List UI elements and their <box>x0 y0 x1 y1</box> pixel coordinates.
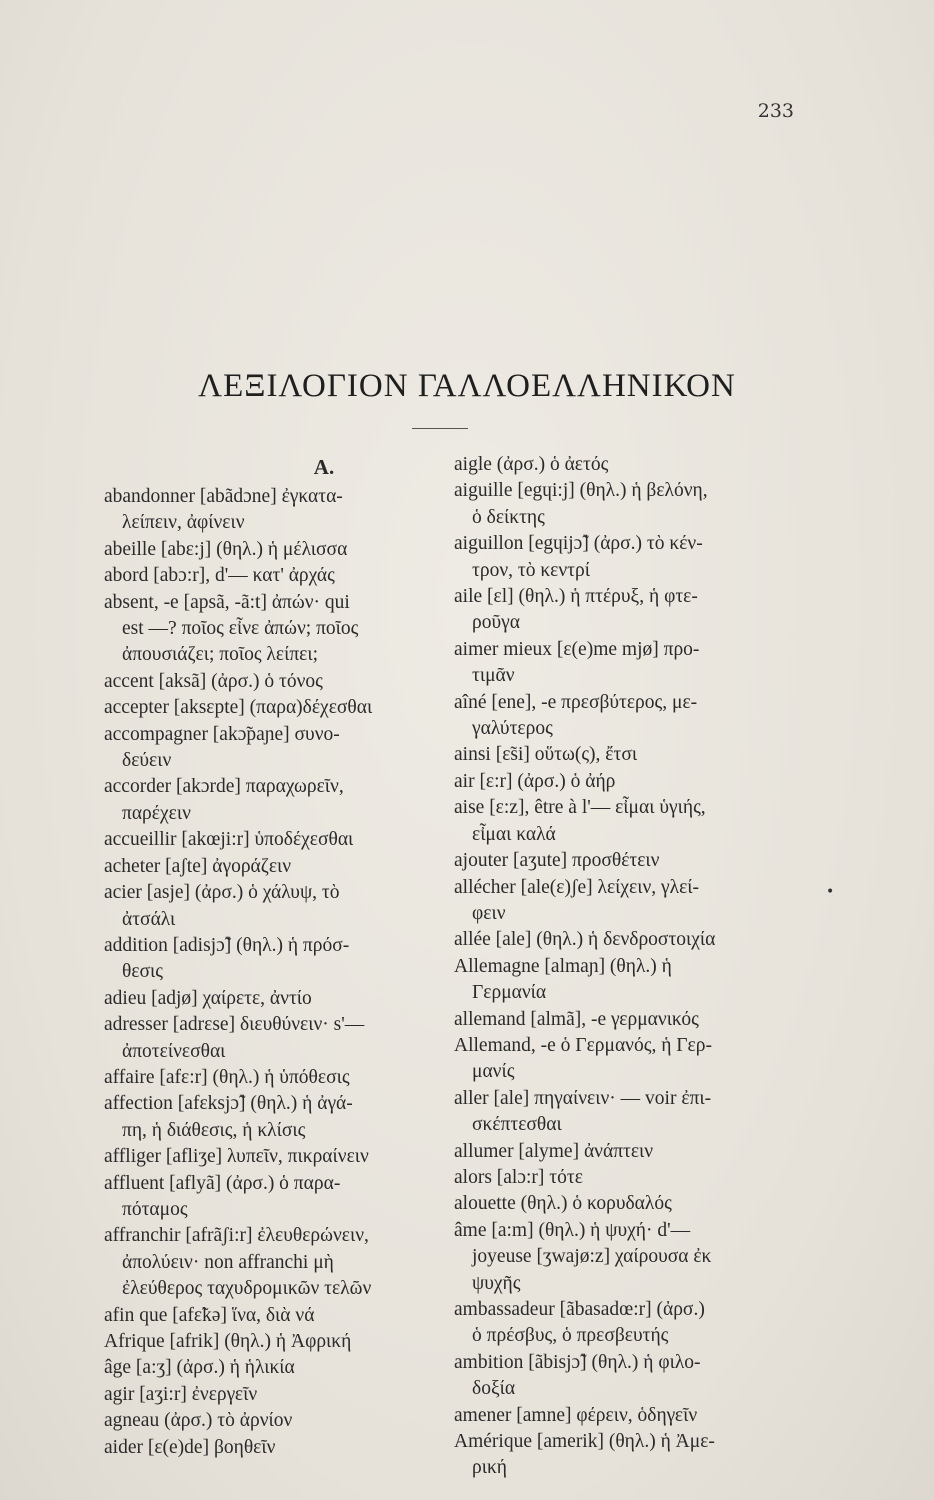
entry-continuation: λείπειν, ἀφίνειν <box>122 512 245 534</box>
dictionary-entry <box>104 880 454 933</box>
dictionary-entry <box>454 637 819 690</box>
entry-continuation: πόταμος <box>122 1198 188 1220</box>
entry-headline: alouette (θηλ.) ὁ κορυδαλός <box>454 1193 672 1215</box>
entry-headline: addition [adisjɔ̃] (θηλ.) ἡ πρόσ- <box>104 934 350 956</box>
dictionary-entry <box>104 1012 454 1065</box>
left-column <box>104 452 454 1461</box>
dictionary-entry <box>454 1218 819 1297</box>
dictionary-entry <box>454 478 819 531</box>
entry-continuation: παρέχειν <box>122 802 191 824</box>
entry-continuation: Γερμανία <box>472 982 547 1004</box>
dictionary-entry <box>104 1408 454 1434</box>
entry-headline: acier [asje] (ἀρσ.) ὁ χάλυψ, τὸ <box>104 882 340 904</box>
entry-headline: affliger [afliʒe] λυπεῖν, πικραίνειν <box>104 1146 369 1168</box>
entry-headline: accompagner [akɔ̃paɲe] συνο- <box>104 723 340 745</box>
entry-headline: aider [ɛ(e)de] βοηθεῖν <box>104 1436 276 1458</box>
dictionary-entry <box>104 1065 454 1091</box>
dictionary-entry <box>454 1165 819 1191</box>
entry-headline: allemand [almã], -e γερμανικός <box>454 1008 699 1030</box>
entry-headline: aiguille [egɥi:j] (θηλ.) ἡ βελόνη, <box>454 480 708 502</box>
dictionary-entry <box>104 722 454 775</box>
dictionary-entry <box>454 531 819 584</box>
entry-headline: aîné [ene], -e πρεσβύτερος, με- <box>454 691 698 713</box>
entry-headline: accent [aksã] (ἀρσ.) ὁ τόνος <box>104 670 323 692</box>
entry-continuation: ἐλεύθερος ταχυδρομικῶν τελῶν <box>122 1278 372 1300</box>
entry-continuation: μανίς <box>472 1061 515 1083</box>
entry-headline: aimer mieux [ɛ(e)me mjø] προ- <box>454 638 700 660</box>
entry-headline: ambition [ãbisjɔ̃] (θηλ.) ἡ φιλο- <box>454 1351 701 1373</box>
dictionary-entry <box>104 827 454 853</box>
dictionary-entry <box>454 1191 819 1217</box>
dictionary-entry <box>454 875 819 928</box>
dictionary-entry <box>454 848 819 874</box>
dictionary-entry <box>454 954 819 1007</box>
dictionary-entry <box>454 1086 819 1139</box>
dictionary-entry <box>104 669 454 695</box>
entry-continuation: ψυχῆς <box>472 1272 521 1294</box>
dictionary-entry <box>454 584 819 637</box>
entry-continuation: γαλύτερος <box>472 718 553 740</box>
dictionary-entry <box>454 1007 819 1033</box>
entry-continuation: σκέπτεσθαι <box>472 1114 562 1136</box>
entry-headline: Afrique [afrik] (θηλ.) ἡ Ἀφρική <box>104 1331 352 1352</box>
dictionary-entry <box>104 537 454 563</box>
entry-headline: allée [ale] (θηλ.) ἡ δενδροστοιχία <box>454 929 716 951</box>
dictionary-entry <box>104 1223 454 1302</box>
dictionary-entry <box>454 795 819 848</box>
letter-heading: A. <box>313 455 335 479</box>
entry-headline: accepter [aksɛpte] (παρα)δέχεσθαι <box>104 697 373 719</box>
entry-headline: afin que [afɛ̃kə] ἵνα, διὰ νά <box>104 1304 315 1326</box>
dictionary-entry <box>454 742 819 768</box>
entry-headline: adresser [adrɛse] διευθύνειν· s'— <box>104 1014 365 1036</box>
entry-continuation: εἶμαι καλά <box>472 823 556 845</box>
entry-headline: ajouter [aʒute] προσθέτειν <box>454 850 660 872</box>
dictionary-entry <box>104 695 454 721</box>
dictionary-entry <box>454 690 819 743</box>
left-entries <box>104 484 454 1461</box>
entry-headline: Allemand, -e ὁ Γερμανός, ἡ Γερ- <box>454 1034 712 1056</box>
entry-headline: aller [ale] πηγαίνειν· — voir ἐπι- <box>454 1087 712 1109</box>
dictionary-entry <box>454 927 819 953</box>
entry-headline: âme [a:m] (θηλ.) ἡ ψυχή· d'— <box>454 1219 691 1241</box>
entry-continuation: τιμᾶν <box>472 665 515 687</box>
dictionary-entry <box>104 1435 454 1461</box>
entry-headline: allumer [alyme] ἀνάπτειν <box>454 1140 654 1162</box>
entry-continuation: ἀποτείνεσθαι <box>122 1040 226 1062</box>
entry-continuation: ἀπουσιάζει; ποῖος λείπει; <box>122 644 319 666</box>
entry-headline: affection [afɛksjɔ̃] (θηλ.) ἡ ἀγά- <box>104 1093 353 1115</box>
dictionary-entry <box>104 1382 454 1408</box>
dictionary-entry <box>454 769 819 795</box>
entry-headline: abeille [abɛ:j] (θηλ.) ἡ μέλισσα <box>104 538 348 560</box>
dictionary-entry <box>104 1303 454 1329</box>
dictionary-entry <box>454 1297 819 1350</box>
dictionary-entry <box>454 1139 819 1165</box>
entry-headline: abord [abɔ:r], d'— κατ' ἀρχάς <box>104 565 335 587</box>
dictionary-entry <box>104 933 454 986</box>
dictionary-entry <box>454 1350 819 1403</box>
dictionary-entry <box>104 774 454 827</box>
dictionary-entry <box>454 1033 819 1086</box>
entry-headline: accueillir [akœji:r] ὑποδέχεσθαι <box>104 829 354 851</box>
entry-continuation: φειν <box>472 902 506 924</box>
dictionary-entry <box>104 1329 454 1355</box>
entry-headline: agir [aʒi:r] ἐνεργεῖν <box>104 1383 258 1405</box>
entry-headline: abandonner [abãdɔne] ἐγκατα- <box>104 486 343 507</box>
entry-continuation: joyeuse [ʒwajø:z] χαίρουσα ἐκ <box>472 1246 712 1268</box>
entry-headline: aile [ɛl] (θηλ.) ἡ πτέρυξ, ἡ φτε- <box>454 586 698 608</box>
page-title: ΛΕΞΙΛΟΓΙΟΝ ΓΑΛΛΟΕΛΛΗΝΙΚΟΝ <box>198 368 736 404</box>
dictionary-entry <box>104 484 454 537</box>
entry-continuation: πη, ἡ διάθεσις, ἡ κλίσις <box>122 1119 306 1141</box>
entry-headline: aiguillon [egɥijɔ̃] (ἀρσ.) τὸ κέν- <box>454 533 703 555</box>
dictionary-entry <box>104 563 454 589</box>
dictionary-entry <box>104 590 454 669</box>
title-divider <box>412 428 468 429</box>
right-column <box>454 452 819 1482</box>
entry-headline: adieu [adjø] χαίρετε, ἀντίο <box>104 987 312 1009</box>
entry-continuation: ἀπολύειν· non affranchi μὴ <box>122 1251 334 1273</box>
entry-headline: affaire [afɛ:r] (θηλ.) ἡ ὑπόθεσις <box>104 1066 350 1088</box>
entry-continuation: ἀτσάλι <box>122 908 176 930</box>
entry-continuation: ὁ δείκτης <box>472 506 545 528</box>
dictionary-entry <box>454 452 819 478</box>
right-entries <box>454 452 819 1482</box>
entry-headline: aise [ɛ:z], être à l'— εἶμαι ὑγιής, <box>454 797 706 819</box>
entry-headline: Allemagne [almaɲ] (θηλ.) ἡ <box>454 955 672 977</box>
entry-headline: absent, -e [apsã, -ã:t] ἀπών· qui <box>104 591 350 613</box>
entry-headline: ambassadeur [ãbasadœ:r] (ἀρσ.) <box>454 1299 705 1320</box>
entry-headline: air [ɛ:r] (ἀρσ.) ὁ ἀήρ <box>454 770 616 792</box>
dictionary-entry <box>104 986 454 1012</box>
entry-headline: ainsi [ɛ̃si] οὕτω(ς), ἔτσι <box>454 744 638 766</box>
entry-continuation: τρον, τὸ κεντρί <box>472 559 590 581</box>
entry-continuation: δεύειν <box>122 750 172 772</box>
page-number: 233 <box>757 100 794 122</box>
margin-bullet-mark: • <box>826 884 835 900</box>
dictionary-entry <box>104 1171 454 1224</box>
entry-headline: allécher [ale(ɛ)ʃe] λείχειν, γλεί- <box>454 876 700 898</box>
entry-continuation: ρική <box>472 1457 508 1479</box>
entry-continuation: ὁ πρέσβυς, ὁ πρεσβευτής <box>472 1325 669 1347</box>
dictionary-entry <box>104 1144 454 1170</box>
entry-headline: accorder [akɔrde] παραχωρεῖν, <box>104 776 344 798</box>
entry-headline: alors [alɔ:r] τότε <box>454 1166 583 1188</box>
dictionary-entry <box>454 1429 819 1482</box>
entry-headline: agneau (ἀρσ.) τὸ ἀρνίον <box>104 1410 293 1432</box>
dictionary-entry <box>104 854 454 880</box>
dictionary-entry <box>104 1091 454 1144</box>
entry-headline: aigle (ἀρσ.) ὁ ἀετός <box>454 454 609 475</box>
entry-headline: âge [a:ʒ] (ἀρσ.) ἡ ἡλικία <box>104 1357 295 1379</box>
entry-continuation: θεσις <box>122 961 164 983</box>
entry-continuation: ροῦγα <box>472 612 520 634</box>
entry-continuation: δοξία <box>472 1378 516 1400</box>
dictionary-entry <box>454 1403 819 1429</box>
entry-headline: affluent [aflyã] (ἀρσ.) ὁ παρα- <box>104 1172 341 1194</box>
entry-continuation: est —? ποῖος εἶνε ἀπών; ποῖος <box>122 618 359 640</box>
entry-headline: Amérique [amerik] (θηλ.) ἡ Ἀμε- <box>454 1431 715 1453</box>
dictionary-entry <box>104 1355 454 1381</box>
entry-headline: acheter [aʃte] ἀγοράζειν <box>104 855 292 877</box>
entry-headline: affranchir [afrãʃi:r] ἐλευθερώνειν, <box>104 1225 369 1247</box>
entry-headline: amener [amne] φέρειν, ὁδηγεῖν <box>454 1404 698 1426</box>
